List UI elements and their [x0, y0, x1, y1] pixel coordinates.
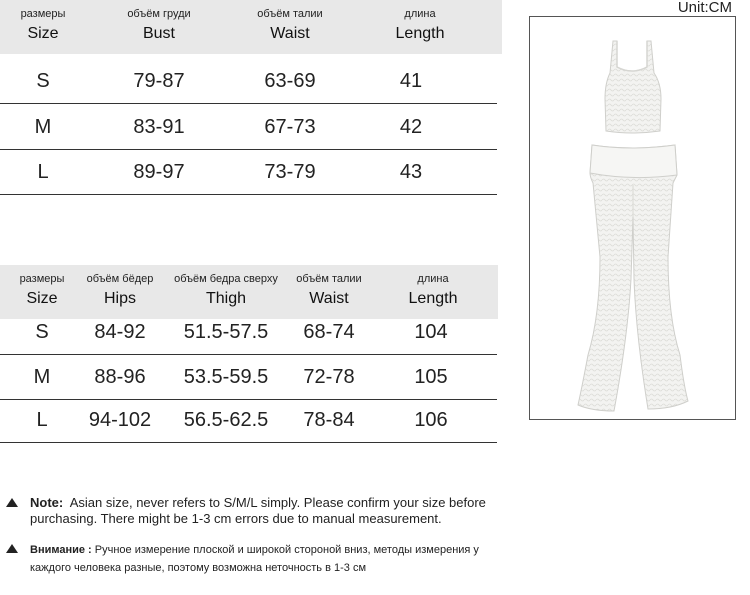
- table-row: [0, 59, 497, 104]
- length-cell: 43: [399, 161, 423, 183]
- table-row: [0, 398, 497, 443]
- bust-cell: 79-87: [133, 70, 185, 92]
- table-row: [0, 355, 497, 400]
- hips-cell: 94-102: [88, 409, 152, 431]
- header-en-label: Length: [408, 290, 458, 307]
- header-waist: [232, 0, 348, 54]
- header-bust: [86, 0, 232, 54]
- header-en-label: Size: [26, 290, 58, 307]
- waist-cell: 73-79: [264, 161, 316, 183]
- note-english: [6, 495, 516, 531]
- header-ru-label: объём бёдер: [86, 273, 154, 285]
- header-ru-label: размеры: [20, 8, 66, 20]
- table-row: [0, 150, 497, 195]
- length-cell: 104: [414, 321, 448, 343]
- hips-cell: 88-96: [94, 366, 146, 388]
- size-cell: S: [36, 70, 50, 92]
- header-length: [348, 0, 492, 54]
- header-ru-label: объём груди: [127, 8, 191, 20]
- note-label: Note:: [30, 495, 64, 510]
- header-en-label: Thigh: [205, 290, 247, 307]
- thigh-cell: 56.5-62.5: [183, 409, 269, 431]
- header-size: [0, 0, 86, 54]
- size-cell: M: [33, 366, 51, 388]
- header-en-label: Waist: [309, 290, 349, 307]
- header-en-label: Waist: [270, 25, 310, 42]
- header-en-label: Length: [395, 25, 445, 42]
- note-body: Asian size, never refers to S/M/L simply. Please confirm your size before purchasing. There might be 1-3 cm errors due to manual measurement.: [30, 495, 486, 526]
- flared-pants-shape: [578, 145, 688, 411]
- header-ru-label: объём бедра сверху: [174, 273, 278, 285]
- note-text: [30, 495, 516, 527]
- length-cell: 105: [414, 366, 448, 388]
- header-en-label: Hips: [103, 290, 136, 307]
- thigh-cell: 53.5-59.5: [183, 366, 269, 388]
- top-table-header: [0, 0, 502, 54]
- header-ru-label: длина: [417, 273, 449, 285]
- length-cell: 42: [399, 116, 423, 138]
- size-cell: L: [36, 409, 48, 431]
- size-cell: S: [35, 321, 49, 343]
- waist-cell: 63-69: [264, 70, 316, 92]
- note-text: [30, 541, 516, 577]
- garment-illustration: [530, 17, 735, 419]
- size-cell: M: [34, 116, 52, 138]
- waist-cell: 67-73: [264, 116, 316, 138]
- hips-cell: 84-92: [94, 321, 146, 343]
- unit-label: Unit:CM: [677, 0, 732, 16]
- header-ru-label: объём талии: [296, 273, 362, 285]
- size-cell: L: [37, 161, 49, 183]
- note-label: Внимание :: [30, 544, 92, 556]
- header-ru-label: длина: [404, 8, 436, 20]
- triangle-icon: [6, 544, 18, 553]
- table-row: [0, 105, 497, 150]
- note-body: Ручное измерение плоской и широкой стороной вниз, методы измерения у каждого человека разные, поэтому возможна неточность в 1-3 см: [30, 544, 479, 574]
- header-en-label: Size: [27, 25, 59, 42]
- triangle-icon: [6, 498, 18, 507]
- product-photo: [529, 16, 736, 420]
- length-cell: 106: [414, 409, 448, 431]
- header-ru-label: объём талии: [257, 8, 323, 20]
- thigh-cell: 51.5-57.5: [183, 321, 269, 343]
- note-russian: [6, 541, 516, 581]
- waist-cell: 68-74: [303, 321, 355, 343]
- tank-top-shape: [605, 41, 661, 133]
- table-row: [0, 310, 497, 355]
- length-cell: 41: [399, 70, 423, 92]
- header-en-label: Bust: [142, 25, 175, 42]
- header-ru-label: размеры: [19, 273, 65, 285]
- bust-cell: 89-97: [133, 161, 185, 183]
- bust-cell: 83-91: [133, 116, 185, 138]
- waist-cell: 72-78: [303, 366, 355, 388]
- waist-cell: 78-84: [303, 409, 355, 431]
